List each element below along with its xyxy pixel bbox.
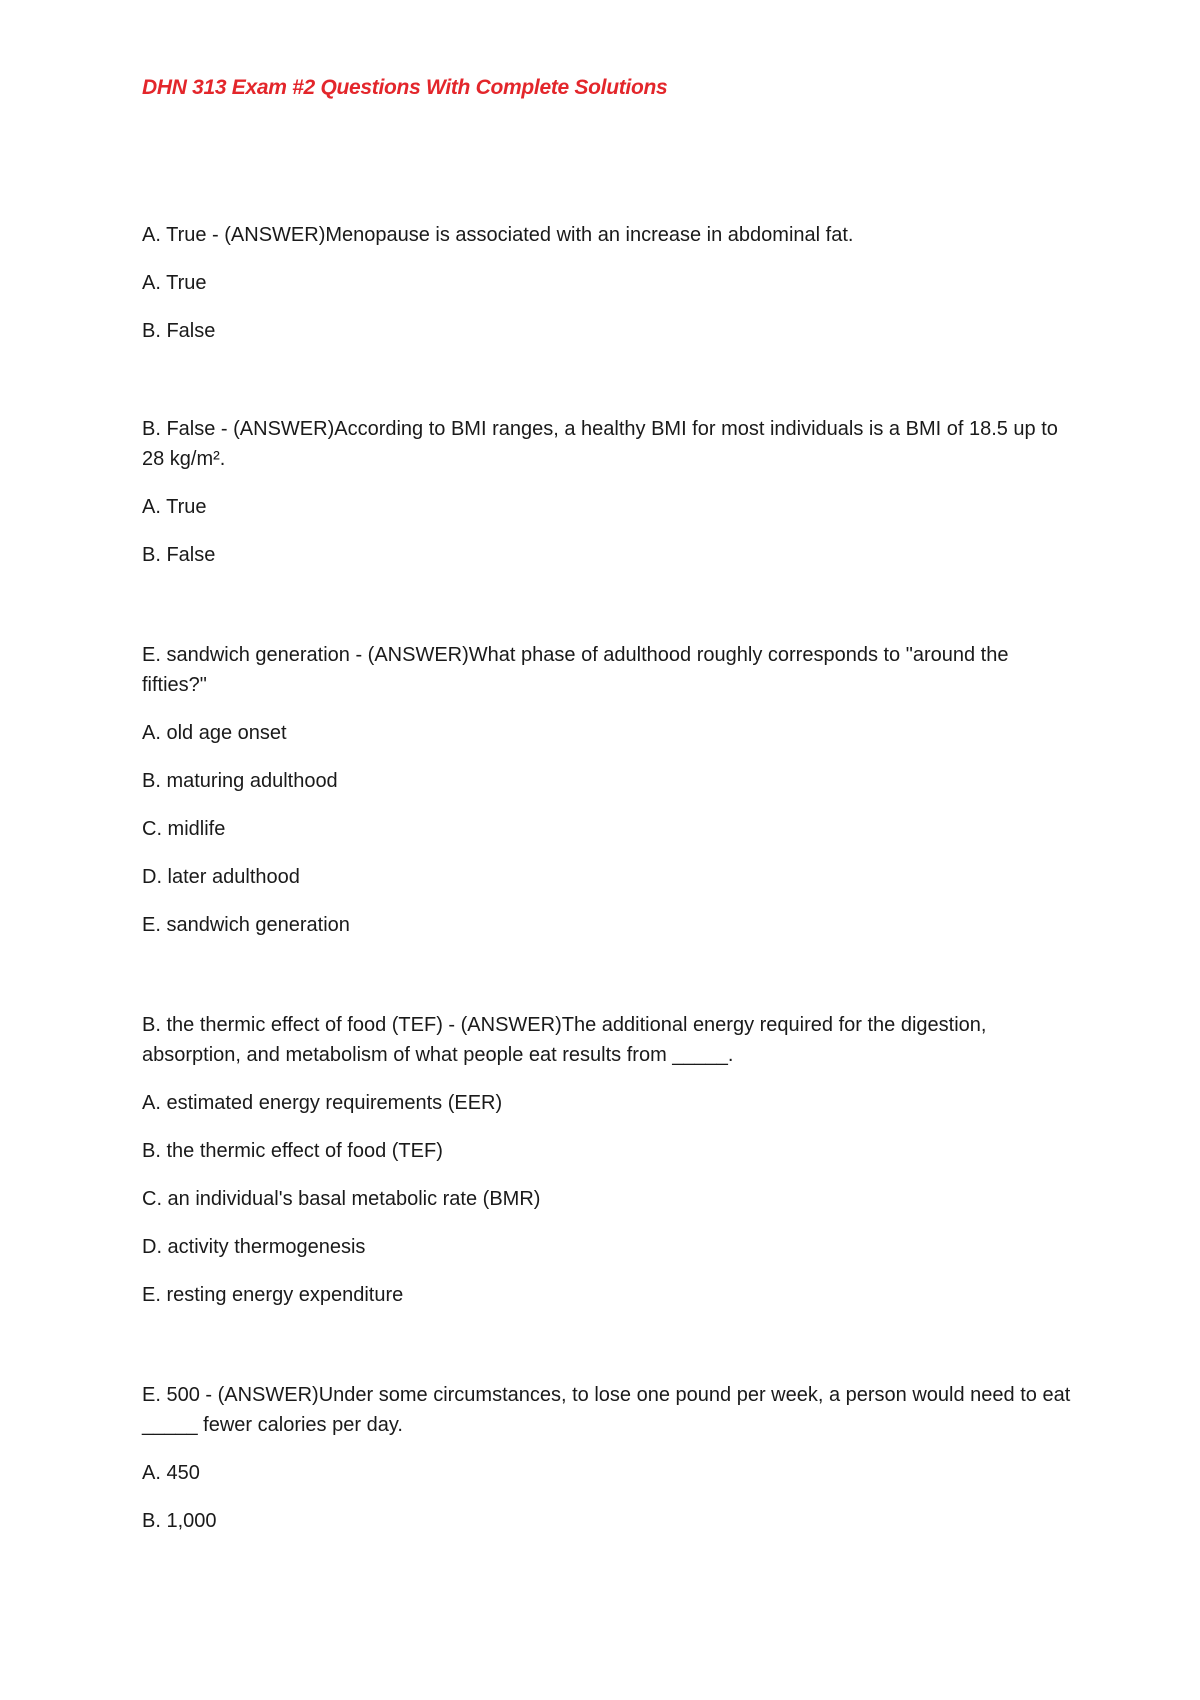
option-item: B. the thermic effect of food (TEF)	[142, 1140, 443, 1162]
option-item: C. midlife	[142, 818, 226, 840]
question-text: E. 500 - (ANSWER)Under some circumstances, to lose one pound per week, a person would need to eat _____ fewer calories per day.	[142, 1384, 1071, 1436]
option-item: A. True	[142, 272, 207, 294]
question-block	[142, 640, 1072, 958]
option-item: D. activity thermogenesis	[142, 1236, 366, 1258]
option-item: B. maturing adulthood	[142, 770, 338, 792]
option-item: A. True	[142, 496, 207, 518]
question-text: B. the thermic effect of food (TEF) - (ANSWER)The additional energy required for the digestion, absorption, and metabolism of what people eat results from _____.	[142, 1014, 987, 1066]
option-item: A. estimated energy requirements (EER)	[142, 1092, 503, 1114]
question-text: B. False - (ANSWER)According to BMI ranges, a healthy BMI for most individuals is a BMI of 18.5 up to 28 kg/m².	[142, 418, 1058, 470]
option-item: C. an individual's basal metabolic rate (BMR)	[142, 1188, 541, 1210]
option-list	[142, 1088, 1072, 1310]
question-block	[142, 220, 1072, 364]
question-text: E. sandwich generation - (ANSWER)What phase of adulthood roughly corresponds to "around the fifties?"	[142, 644, 1009, 696]
document-title: DHN 313 Exam #2 Questions With Complete Solutions	[142, 76, 668, 99]
question-block	[142, 1010, 1072, 1328]
option-item: D. later adulthood	[142, 866, 300, 888]
option-list	[142, 492, 1072, 570]
option-item: E. resting energy expenditure	[142, 1284, 404, 1306]
option-list	[142, 718, 1072, 940]
option-item: A. 450	[142, 1462, 200, 1484]
question-block	[142, 1380, 1072, 1554]
option-item: E. sandwich generation	[142, 914, 350, 936]
question-text: A. True - (ANSWER)Menopause is associated with an increase in abdominal fat.	[142, 224, 854, 246]
option-item: B. 1,000	[142, 1510, 217, 1532]
option-list	[142, 1458, 1072, 1536]
option-item: B. False	[142, 320, 216, 342]
option-item: A. old age onset	[142, 722, 287, 744]
option-item: B. False	[142, 544, 216, 566]
option-list	[142, 268, 1072, 346]
question-block	[142, 414, 1072, 588]
